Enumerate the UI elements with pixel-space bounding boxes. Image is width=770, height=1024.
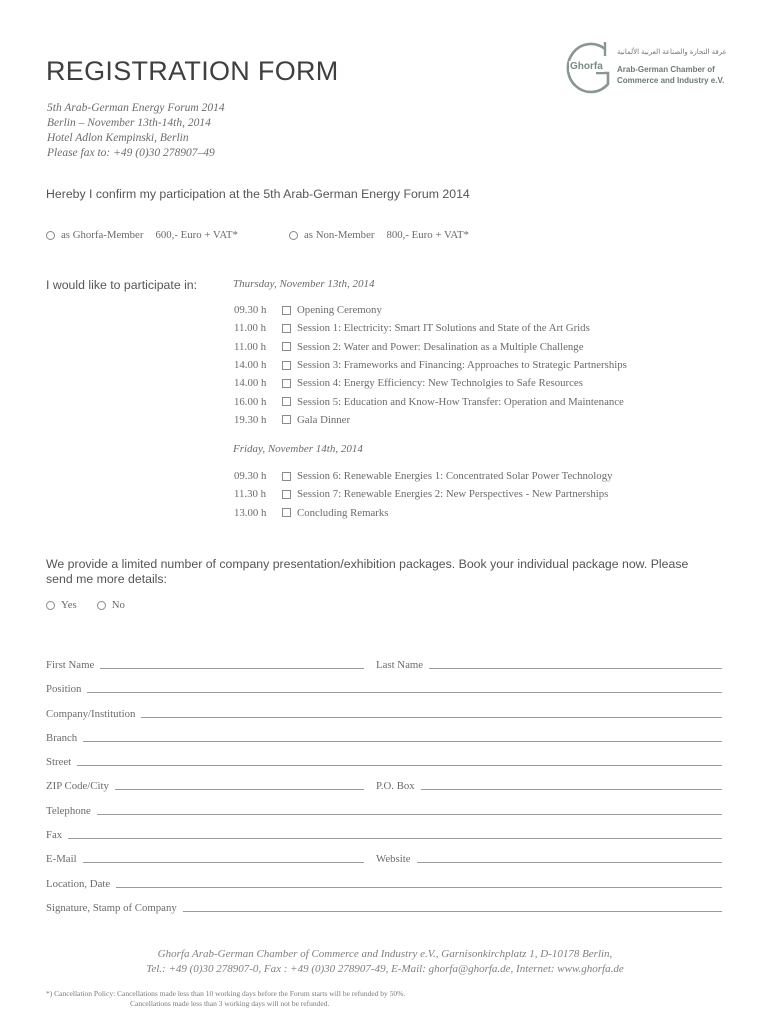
confirm-statement: Hereby I confirm my participation at the 5th Arab-German Energy Forum 2014 [46,187,470,201]
position-field[interactable] [46,681,722,695]
yes-label: Yes [61,599,77,611]
website-label: Website [376,853,411,865]
session-title: Opening Ceremony [297,304,382,317]
last-name-field[interactable] [376,657,722,671]
telephone-field[interactable] [46,803,722,817]
cancel-line2: Cancellations made less than 3 working days will not be refunded. [130,999,330,1008]
day1-label: Thursday, November 13th, 2014 [233,278,375,290]
member-radio[interactable] [46,231,55,240]
first-name-field[interactable] [46,657,364,671]
nonmember-label: as Non-Member [304,229,375,241]
fax-line[interactable] [68,838,722,839]
signature-line[interactable] [183,911,722,912]
signature-label: Signature, Stamp of Company [46,902,177,914]
session-title: Session 7: Renewable Energies 2: New Perspectives - New Partnerships [297,488,609,501]
event-dates: Berlin – November 13th-14th, 2014 [47,117,211,129]
session-time: 13.00 h [234,506,267,519]
location-date-line[interactable] [116,887,722,888]
email-field[interactable] [46,851,364,865]
session-title: Session 2: Water and Power: Desalination as a Multiple Challenge [297,340,584,353]
session-title: Session 5: Education and Know-How Transfer: Operation and Maintenance [297,395,624,408]
session-checkbox[interactable] [282,324,291,333]
location-date-label: Location, Date [46,878,111,890]
session-item[interactable] [234,301,627,319]
event-name: 5th Arab-German Energy Forum 2014 [47,102,225,114]
cancellation-policy [46,989,405,1009]
page-title: REGISTRATION FORM [46,56,339,86]
zip-city-line[interactable] [115,789,364,790]
street-line[interactable] [77,765,722,766]
footer-line1: Ghorfa Arab-German Chamber of Commerce and Industry e.V., Garnisonkirchplatz 1, D-10178 Berlin, [157,948,613,960]
packages-text: We provide a limited number of company presentation/exhibition packages. Book your individual package now. Please send me more details: [46,557,689,586]
session-time: 09.30 h [234,470,267,483]
session-item[interactable] [234,467,613,485]
email-label: E-Mail [46,853,77,865]
nonmember-radio[interactable] [289,231,298,240]
member-label: as Ghorfa-Member [61,229,144,241]
session-item[interactable] [234,485,613,503]
zip-city-field[interactable] [46,778,364,792]
session-item[interactable] [234,392,627,410]
cancel-line1: *) Cancellation Policy: Cancellations made less than 10 working days before the Forum starts will be refunded by 50%. [46,989,406,998]
session-title: Gala Dinner [297,413,351,426]
session-time: 16.00 h [234,395,267,408]
branch-line[interactable] [83,741,722,742]
session-title: Session 3: Frameworks and Financing: Approaches to Strategic Partnerships [297,359,627,372]
session-time: 14.00 h [234,359,267,372]
footer-address [40,947,730,977]
location-date-field[interactable] [46,876,722,890]
session-checkbox[interactable] [282,472,291,481]
member-option[interactable] [46,229,238,241]
signature-field[interactable] [46,900,722,914]
session-item[interactable] [234,504,613,522]
po-box-field[interactable] [376,778,722,792]
position-line[interactable] [87,692,722,693]
street-field[interactable] [46,754,722,768]
company-field[interactable] [46,706,722,720]
session-item[interactable] [234,411,627,429]
session-time: 14.00 h [234,377,267,390]
session-checkbox[interactable] [282,379,291,388]
logo-name-line2: Commerce and Industry e.V. [617,76,725,85]
branch-field[interactable] [46,730,722,744]
event-fax: Please fax to: +49 (0)30 278907–49 [47,147,215,159]
po-box-line[interactable] [421,789,722,790]
telephone-label: Telephone [46,805,91,817]
telephone-line[interactable] [97,814,722,815]
first-name-line[interactable] [100,668,364,669]
packages-options [46,599,125,611]
session-time: 11.00 h [234,340,266,353]
member-price: 600,- Euro + VAT* [155,229,238,241]
session-title: Concluding Remarks [297,506,389,519]
no-radio[interactable] [97,601,106,610]
session-checkbox[interactable] [282,397,291,406]
company-label: Company/Institution [46,708,136,720]
street-label: Street [46,756,72,768]
session-checkbox[interactable] [282,490,291,499]
website-field[interactable] [376,851,722,865]
last-name-label: Last Name [376,659,424,671]
yes-radio[interactable] [46,601,55,610]
website-line[interactable] [417,862,722,863]
session-time: 09.30 h [234,304,267,317]
ghorfa-logo [565,40,735,100]
position-label: Position [46,683,82,695]
last-name-line[interactable] [429,668,722,669]
po-box-label: P.O. Box [376,780,415,792]
logo-name-line1: Arab-German Chamber of [617,65,715,74]
event-venue: Hotel Adlon Kempinski, Berlin [47,132,189,144]
day1-sessions [234,301,627,429]
session-time: 11.30 h [234,488,266,501]
session-item[interactable] [234,338,627,356]
nonmember-price: 800,- Euro + VAT* [386,229,469,241]
logo-brand: Ghorfa [570,61,603,72]
session-checkbox[interactable] [282,508,291,517]
fax-field[interactable] [46,827,722,841]
day2-sessions [234,467,613,522]
session-title: Session 1: Electricity: Smart IT Solutions and State of the Art Grids [297,322,590,335]
session-item[interactable] [234,374,627,392]
logo-name [617,64,724,86]
zip-city-label: ZIP Code/City [46,780,109,792]
email-line[interactable] [83,862,364,863]
session-time: 11.00 h [234,322,266,335]
day2-label: Friday, November 14th, 2014 [233,443,363,455]
session-checkbox[interactable] [282,306,291,315]
session-checkbox[interactable] [282,342,291,351]
first-name-label: First Name [46,659,95,671]
fax-label: Fax [46,829,63,841]
logo-arabic-name: غرفة التجارة والصناعة العربية الألمانية [617,49,727,56]
session-checkbox[interactable] [282,415,291,424]
participate-label: I would like to participate in: [46,278,198,292]
nonmember-option[interactable] [289,229,469,241]
session-item[interactable] [234,319,627,337]
no-label: No [111,599,125,611]
footer-line2: Tel.: +49 (0)30 278907-0, Fax : +49 (0)30 278907-49, E-Mail: ghorfa@ghorfa.de, Internet: www.ghorfa.de [146,963,624,975]
session-title: Session 4: Energy Efficiency: New Technolgies to Safe Resources [297,377,583,390]
session-title: Session 6: Renewable Energies 1: Concentrated Solar Power Technology [297,470,613,483]
company-line[interactable] [141,717,722,718]
session-checkbox[interactable] [282,361,291,370]
session-item[interactable] [234,356,627,374]
branch-label: Branch [46,732,78,744]
session-time: 19.30 h [234,413,267,426]
event-info [47,101,225,161]
